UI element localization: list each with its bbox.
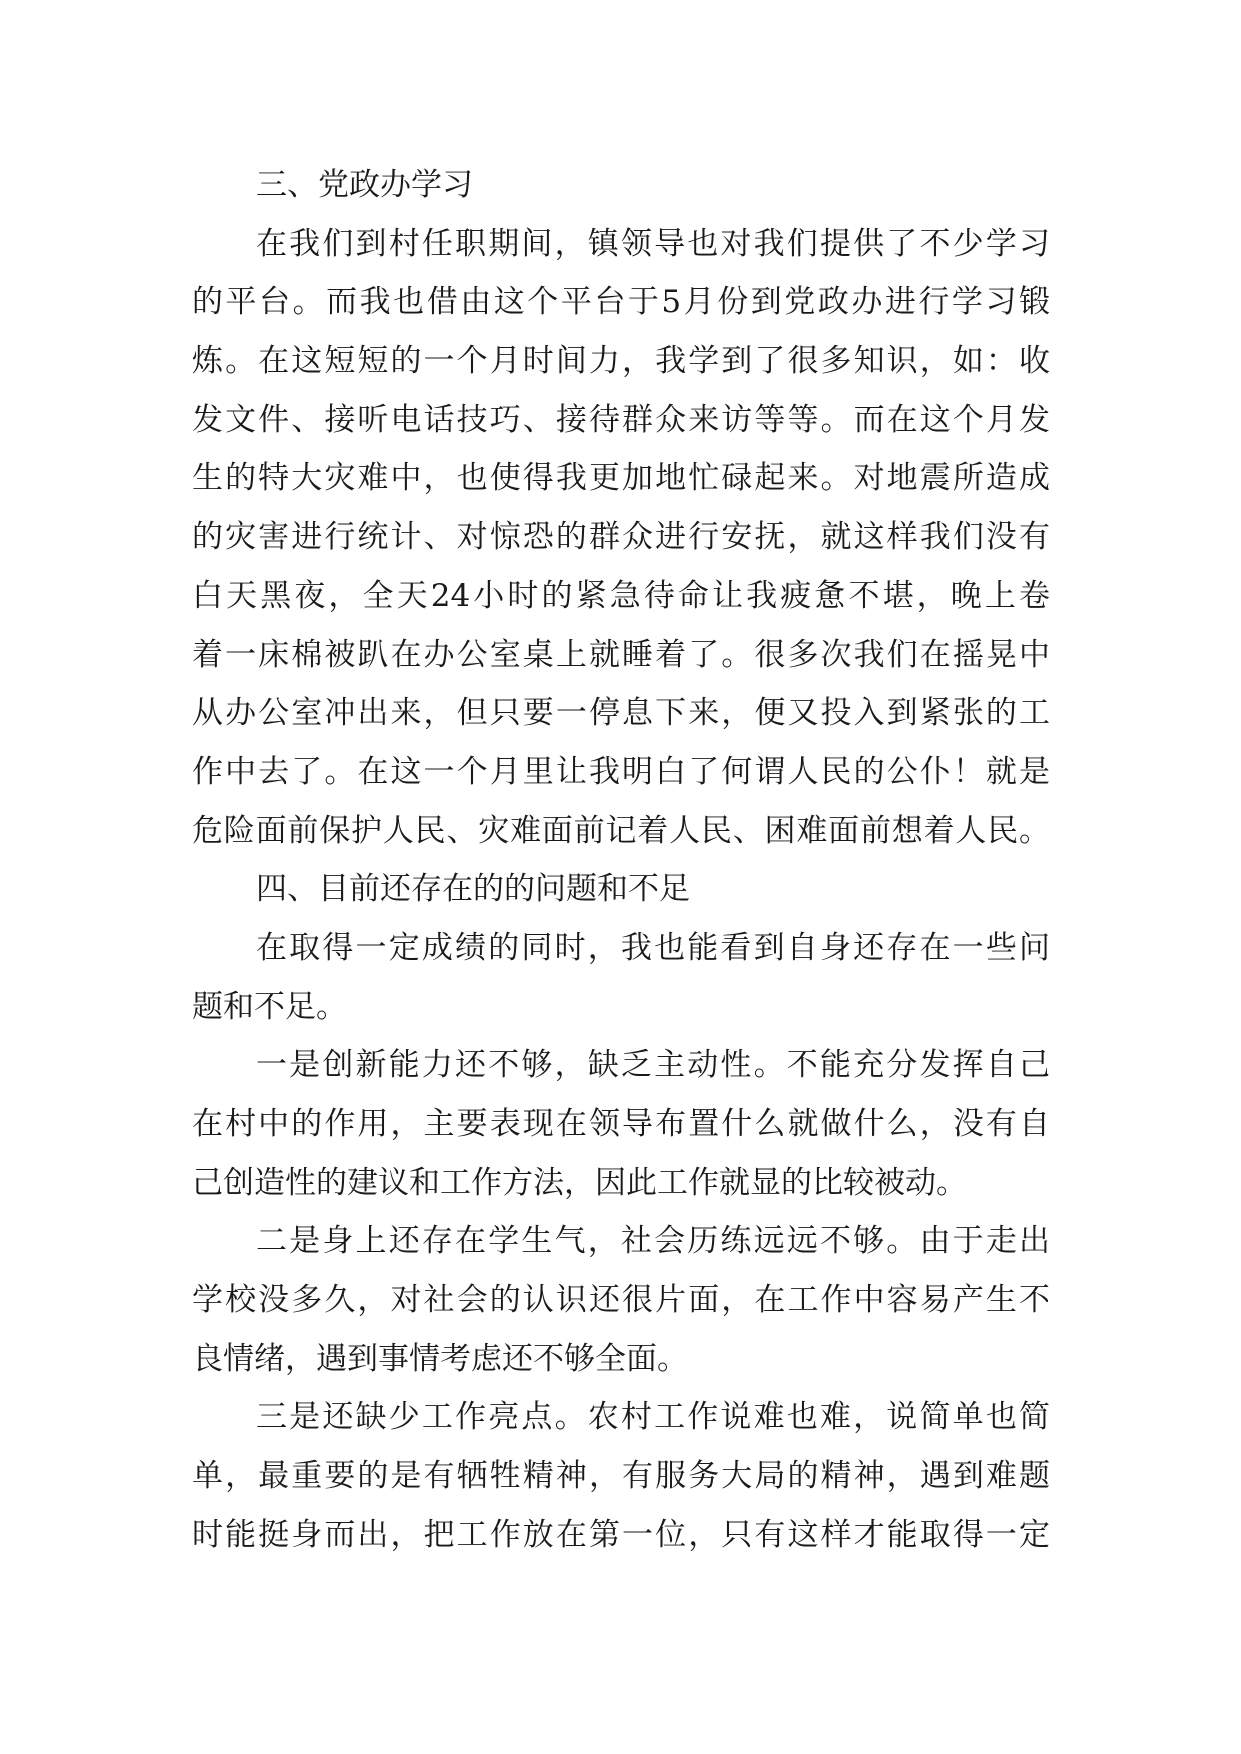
paragraph-line: 危险面前保护人民、灾难面前记着人民、困难面前想着人民。 xyxy=(192,812,1050,849)
paragraph-line: 单，最重要的是有牺牲精神，有服务大局的精神，遇到难题 xyxy=(192,1458,1050,1495)
paragraph-line: 从办公室冲出来，但只要一停息下来，便又投入到紧张的工 xyxy=(192,695,1050,732)
paragraph-line: 学校没多久，对社会的认识还很片面，在工作中容易产生不 xyxy=(192,1282,1050,1319)
paragraph-line: 的灾害进行统计、对惊恐的群众进行安抚，就这样我们没有 xyxy=(192,519,1050,556)
paragraph-line: 己创造性的建议和工作方法，因此工作就显的比较被动。 xyxy=(192,1164,967,1201)
document-page xyxy=(192,156,1050,1565)
paragraph-line: 着一床棉被趴在办公室桌上就睡着了。很多次我们在摇晃中 xyxy=(192,636,1050,673)
paragraph-line: 在村中的作用，主要表现在领导布置什么就做什么，没有自 xyxy=(192,1106,1050,1142)
paragraph-line: 的平台。而我也借由这个平台于5月份到党政办进行学习锻 xyxy=(192,284,1050,321)
paragraph-line: 在取得一定成绩的同时，我也能看到自身还存在一些问 xyxy=(256,929,1050,966)
paragraph-line: 炼。在这短短的一个月时间力，我学到了很多知识，如：收 xyxy=(192,343,1050,380)
paragraph-line: 时能挺身而出，把工作放在第一位，只有这样才能取得一定 xyxy=(192,1516,1050,1553)
paragraph-line: 良情绪，遇到事情考虑还不够全面。 xyxy=(192,1340,688,1377)
paragraph-line: 作中去了。在这一个月里让我明白了何谓人民的公仆！就是 xyxy=(192,753,1050,790)
paragraph-line: 生的特大灾难中，也使得我更加地忙碌起来。对地震所造成 xyxy=(192,460,1050,497)
paragraph-line: 题和不足。 xyxy=(192,988,347,1025)
paragraph-line: 发文件、接听电话技巧、接待群众来访等等。而在这个月发 xyxy=(192,401,1050,438)
paragraph-line: 三是还缺少工作亮点。农村工作说难也难，说简单也简 xyxy=(256,1399,1050,1436)
section-heading-4: 四、目前还存在的的问题和不足 xyxy=(256,871,690,908)
paragraph-line: 二是身上还存在学生气，社会历练远远不够。由于走出 xyxy=(256,1223,1050,1260)
section-heading-3: 三、党政办学习 xyxy=(256,167,473,203)
paragraph-line: 白天黑夜，全天24小时的紧急待命让我疲惫不堪，晚上卷 xyxy=(192,577,1050,614)
paragraph-line: 在我们到村任职期间，镇领导也对我们提供了不少学习 xyxy=(256,225,1050,262)
paragraph-line: 一是创新能力还不够，缺乏主动性。不能充分发挥自己 xyxy=(256,1047,1050,1084)
